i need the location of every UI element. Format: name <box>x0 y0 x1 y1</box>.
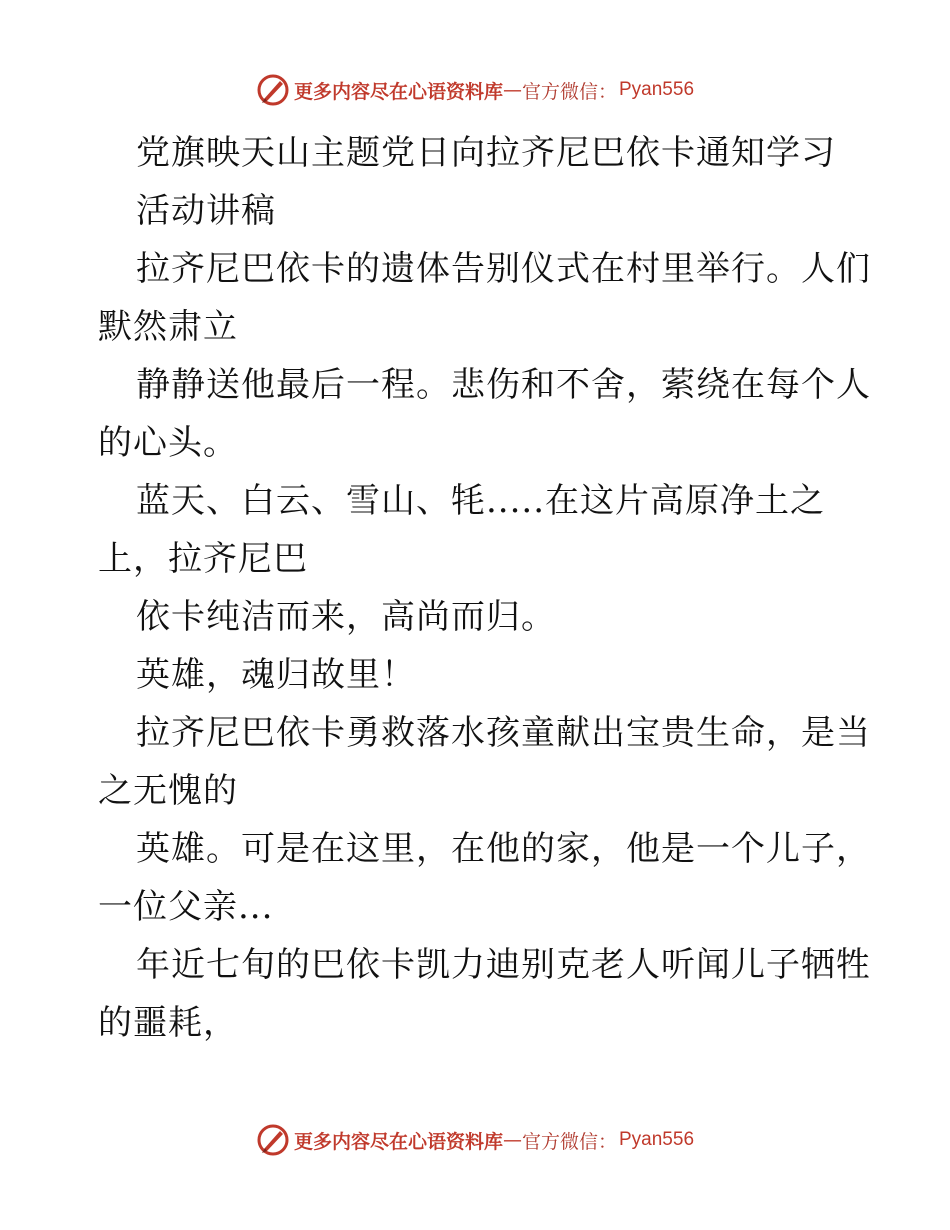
header-watermark-banner <box>0 70 950 110</box>
header-banner-main-text: 更多内容尽在心语资料库 <box>293 80 503 103</box>
title-line-2: 活动讲稿 <box>136 191 276 231</box>
paragraph-line: 默然肃立 <box>98 307 238 347</box>
header-banner-id: Pyan556 <box>619 79 695 100</box>
paragraph-line: 的噩耗， <box>98 1003 238 1043</box>
paragraph-line: 静静送他最后一程。悲伤和不舍，萦绕在每个人 <box>136 365 871 405</box>
document-body <box>98 124 871 1052</box>
footer-banner-dash: — <box>502 1129 522 1151</box>
header-banner-dash: — <box>502 79 522 101</box>
paragraph-line: 依卡纯洁而来，高尚而归。 <box>136 597 556 637</box>
quill-logo-icon <box>256 73 290 107</box>
paragraph-line: 上，拉齐尼巴 <box>98 539 308 579</box>
quill-logo-icon <box>256 1123 290 1157</box>
paragraph-line: 一位父亲... <box>98 887 274 927</box>
paragraph-line: 之无愧的 <box>98 771 238 811</box>
footer-banner-main-text: 更多内容尽在心语资料库 <box>293 1130 503 1153</box>
footer-watermark-banner <box>0 1120 950 1160</box>
paragraph-line: 英雄，魂归故里！ <box>136 655 416 695</box>
footer-banner-label: 官方微信： <box>521 1130 617 1153</box>
paragraph-line: 英雄。可是在这里，在他的家，他是一个儿子， <box>136 829 871 869</box>
paragraph-line: 年近七旬的巴依卡凯力迪别克老人听闻儿子牺牲 <box>136 945 871 985</box>
header-banner-label: 官方微信： <box>521 80 617 103</box>
paragraph-line: 拉齐尼巴依卡勇救落水孩童献出宝贵生命，是当 <box>136 713 871 753</box>
paragraph-line: 蓝天、白云、雪山、牦.....在这片高原净土之 <box>136 481 826 521</box>
footer-banner-id: Pyan556 <box>619 1129 695 1150</box>
title-line-1: 党旗映天山主题党日向拉齐尼巴依卡通知学习 <box>136 133 836 173</box>
paragraph-line: 拉齐尼巴依卡的遗体告别仪式在村里举行。人们 <box>136 249 871 289</box>
paragraph-line: 的心头。 <box>98 423 238 463</box>
